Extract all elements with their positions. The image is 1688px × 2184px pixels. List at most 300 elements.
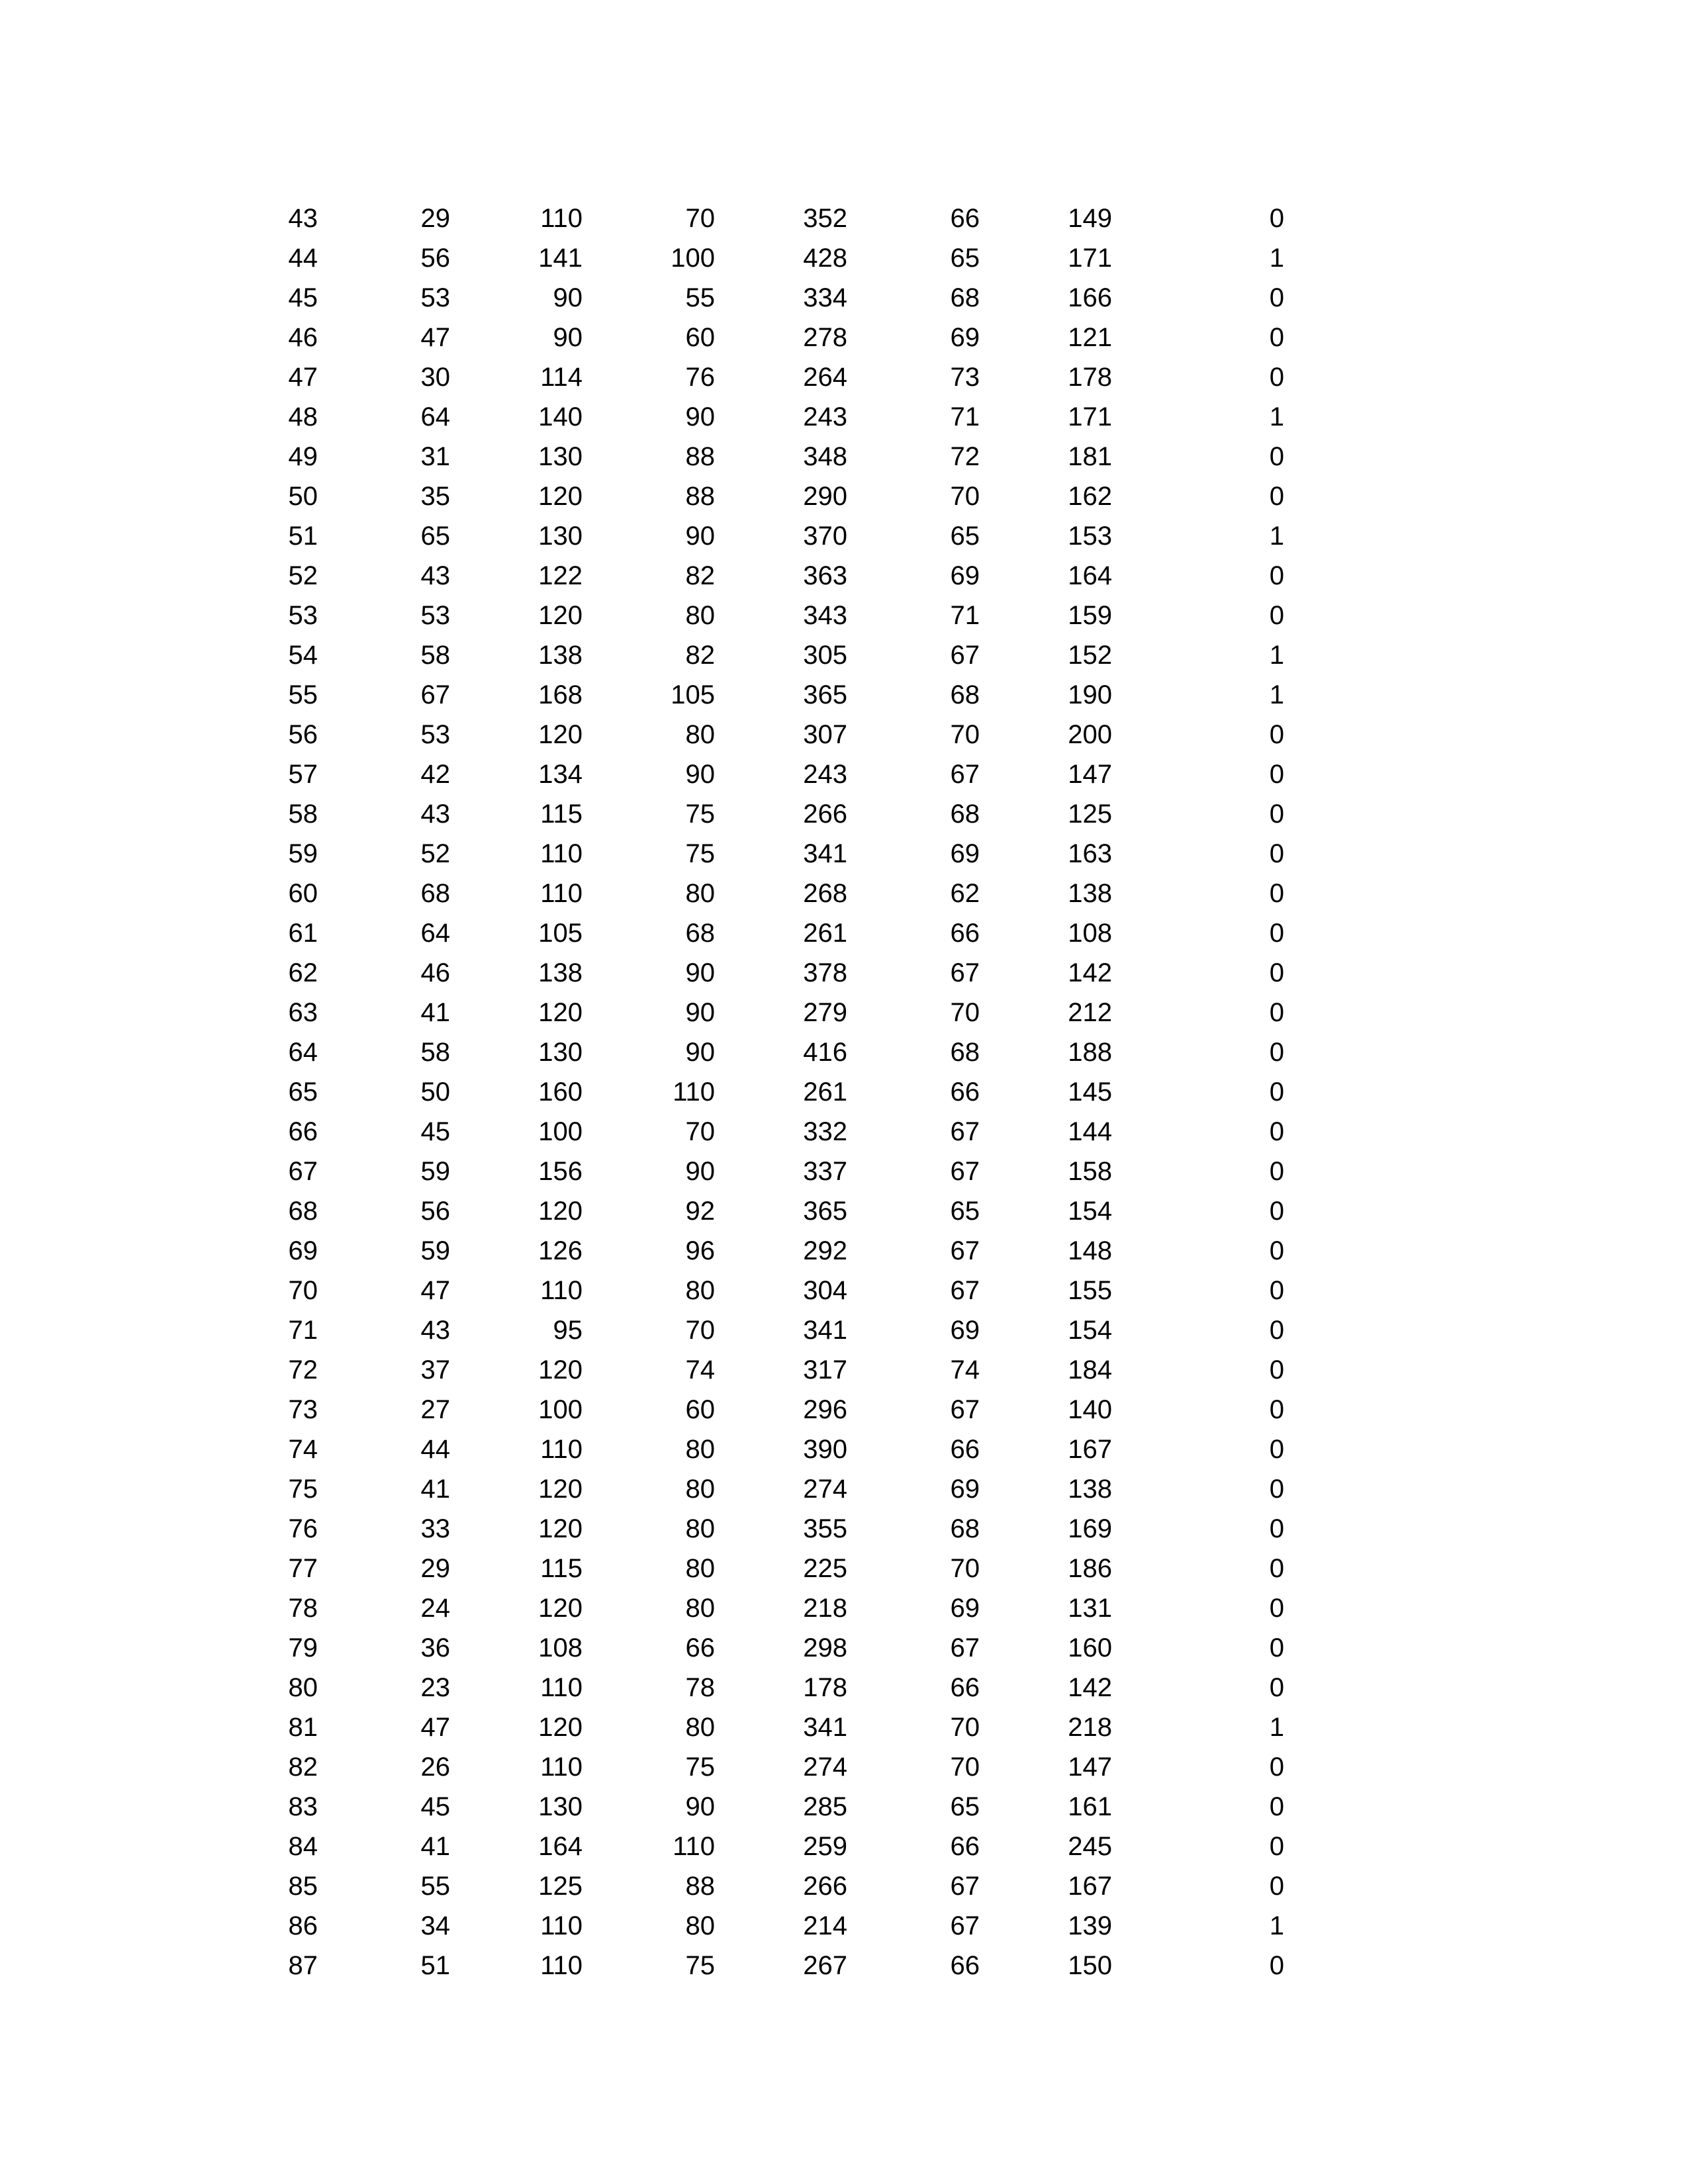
table-cell: 90 [685, 998, 715, 1027]
table-cell: 69 [950, 323, 980, 352]
table-cell: 110 [673, 1077, 715, 1107]
table-row [0, 516, 1688, 556]
table-cell: 43 [288, 204, 318, 233]
table-cell: 44 [288, 244, 318, 273]
table-cell: 125 [1068, 799, 1112, 829]
table-cell: 68 [950, 283, 980, 312]
table-cell: 261 [803, 919, 847, 948]
table-row [0, 1827, 1688, 1866]
table-cell: 55 [288, 680, 318, 709]
table-cell: 243 [803, 402, 847, 432]
table-cell: 80 [685, 1594, 715, 1623]
table-cell: 87 [288, 1951, 318, 1980]
table-row [0, 1906, 1688, 1946]
table-cell: 0 [1269, 1038, 1284, 1067]
table-cell: 29 [420, 1554, 450, 1583]
table-cell: 163 [1068, 839, 1112, 868]
table-cell: 1 [1269, 1713, 1284, 1742]
table-cell: 152 [1068, 641, 1112, 670]
table-cell: 166 [1068, 283, 1112, 312]
table-cell: 168 [538, 680, 583, 709]
table-cell: 0 [1269, 1236, 1284, 1265]
table-cell: 66 [685, 1633, 715, 1662]
table-cell: 73 [288, 1395, 318, 1424]
table-row [0, 1509, 1688, 1549]
table-cell: 59 [420, 1157, 450, 1186]
table-cell: 90 [685, 760, 715, 789]
table-cell: 390 [803, 1435, 847, 1464]
table-cell: 154 [1068, 1316, 1112, 1345]
table-cell: 71 [288, 1316, 318, 1345]
table-cell: 0 [1269, 283, 1284, 312]
table-cell: 108 [538, 1633, 583, 1662]
table-cell: 1 [1269, 641, 1284, 670]
table-cell: 51 [420, 1951, 450, 1980]
table-cell: 76 [685, 363, 715, 392]
table-cell: 110 [673, 1832, 715, 1861]
table-cell: 130 [538, 522, 583, 551]
table-cell: 147 [1068, 760, 1112, 789]
table-cell: 0 [1269, 1514, 1284, 1543]
table-cell: 80 [685, 601, 715, 630]
table-cell: 261 [803, 1077, 847, 1107]
table-cell: 0 [1269, 442, 1284, 471]
table-cell: 110 [540, 1276, 583, 1305]
table-cell: 43 [420, 561, 450, 590]
table-row [0, 1707, 1688, 1747]
table-cell: 264 [803, 363, 847, 392]
table-cell: 134 [538, 760, 583, 789]
table-cell: 46 [288, 323, 318, 352]
table-cell: 52 [288, 561, 318, 590]
table-cell: 245 [1068, 1832, 1112, 1861]
table-cell: 53 [420, 601, 450, 630]
table-cell: 52 [420, 839, 450, 868]
table-cell: 186 [1068, 1554, 1112, 1583]
table-cell: 88 [685, 442, 715, 471]
table-cell: 67 [950, 1236, 980, 1265]
table-cell: 76 [288, 1514, 318, 1543]
table-cell: 55 [420, 1872, 450, 1901]
table-cell: 75 [685, 1752, 715, 1782]
table-cell: 36 [420, 1633, 450, 1662]
table-cell: 125 [538, 1872, 583, 1901]
table-cell: 130 [538, 442, 583, 471]
table-cell: 0 [1269, 1355, 1284, 1385]
table-cell: 90 [553, 283, 583, 312]
table-cell: 51 [288, 522, 318, 551]
table-cell: 33 [420, 1514, 450, 1543]
table-cell: 138 [538, 641, 583, 670]
table-cell: 279 [803, 998, 847, 1027]
table-cell: 70 [950, 1554, 980, 1583]
table-cell: 83 [288, 1792, 318, 1821]
table-cell: 332 [803, 1117, 847, 1146]
table-cell: 44 [420, 1435, 450, 1464]
table-row [0, 635, 1688, 675]
table-cell: 156 [538, 1157, 583, 1186]
table-cell: 82 [685, 561, 715, 590]
table-cell: 0 [1269, 958, 1284, 987]
table-cell: 160 [538, 1077, 583, 1107]
table-cell: 66 [950, 1435, 980, 1464]
table-cell: 0 [1269, 1752, 1284, 1782]
table-cell: 80 [685, 879, 715, 908]
table-cell: 70 [950, 1752, 980, 1782]
table-cell: 0 [1269, 1475, 1284, 1504]
table-cell: 69 [950, 839, 980, 868]
table-cell: 78 [685, 1673, 715, 1702]
table-cell: 131 [1068, 1594, 1112, 1623]
table-cell: 41 [420, 1832, 450, 1861]
table-cell: 70 [685, 1117, 715, 1146]
table-cell: 64 [288, 1038, 318, 1067]
table-cell: 160 [1068, 1633, 1112, 1662]
table-row [0, 715, 1688, 754]
table-cell: 141 [538, 244, 583, 273]
table-cell: 167 [1068, 1435, 1112, 1464]
table-cell: 130 [538, 1038, 583, 1067]
table-cell: 53 [288, 601, 318, 630]
table-cell: 355 [803, 1514, 847, 1543]
table-cell: 67 [420, 680, 450, 709]
table-cell: 218 [803, 1594, 847, 1623]
table-row [0, 1191, 1688, 1231]
table-cell: 0 [1269, 1395, 1284, 1424]
table-cell: 23 [420, 1673, 450, 1702]
table-cell: 148 [1068, 1236, 1112, 1265]
table-cell: 292 [803, 1236, 847, 1265]
table-cell: 212 [1068, 998, 1112, 1027]
table-row [0, 834, 1688, 874]
table-cell: 416 [803, 1038, 847, 1067]
table-row [0, 238, 1688, 278]
table-cell: 290 [803, 482, 847, 511]
table-cell: 0 [1269, 1951, 1284, 1980]
table-cell: 343 [803, 601, 847, 630]
table-cell: 72 [288, 1355, 318, 1385]
table-cell: 305 [803, 641, 847, 670]
table-cell: 138 [1068, 879, 1112, 908]
table-cell: 67 [950, 1633, 980, 1662]
table-cell: 27 [420, 1395, 450, 1424]
table-cell: 61 [288, 919, 318, 948]
table-cell: 66 [950, 1077, 980, 1107]
table-cell: 0 [1269, 1197, 1284, 1226]
table-cell: 67 [950, 958, 980, 987]
table-cell: 74 [950, 1355, 980, 1385]
table-cell: 62 [288, 958, 318, 987]
table-cell: 70 [950, 1713, 980, 1742]
table-cell: 92 [685, 1197, 715, 1226]
table-cell: 147 [1068, 1752, 1112, 1782]
table-cell: 154 [1068, 1197, 1112, 1226]
table-cell: 60 [685, 1395, 715, 1424]
table-row [0, 913, 1688, 953]
table-cell: 0 [1269, 1077, 1284, 1107]
table-cell: 90 [553, 323, 583, 352]
table-cell: 341 [803, 1316, 847, 1345]
table-cell: 0 [1269, 760, 1284, 789]
table-cell: 75 [685, 1951, 715, 1980]
table-cell: 72 [950, 442, 980, 471]
table-cell: 0 [1269, 363, 1284, 392]
table-cell: 114 [540, 363, 583, 392]
table-cell: 82 [685, 641, 715, 670]
table-cell: 65 [950, 1197, 980, 1226]
table-cell: 296 [803, 1395, 847, 1424]
table-cell: 130 [538, 1792, 583, 1821]
table-cell: 60 [685, 323, 715, 352]
table-cell: 66 [950, 204, 980, 233]
table-cell: 57 [288, 760, 318, 789]
table-cell: 167 [1068, 1872, 1112, 1901]
table-cell: 70 [950, 720, 980, 749]
table-cell: 190 [1068, 680, 1112, 709]
table-cell: 67 [288, 1157, 318, 1186]
table-cell: 90 [685, 1038, 715, 1067]
table-cell: 178 [803, 1673, 847, 1702]
table-cell: 1 [1269, 244, 1284, 273]
table-cell: 110 [540, 204, 583, 233]
table-cell: 0 [1269, 919, 1284, 948]
table-cell: 126 [538, 1236, 583, 1265]
table-cell: 110 [540, 1435, 583, 1464]
table-cell: 0 [1269, 839, 1284, 868]
table-cell: 43 [420, 1316, 450, 1345]
table-cell: 68 [950, 799, 980, 829]
table-cell: 218 [1068, 1713, 1112, 1742]
table-cell: 81 [288, 1713, 318, 1742]
table-cell: 59 [288, 839, 318, 868]
table-cell: 67 [950, 760, 980, 789]
table-cell: 181 [1068, 442, 1112, 471]
table-cell: 86 [288, 1911, 318, 1940]
data-table [0, 199, 1688, 1985]
table-cell: 188 [1068, 1038, 1112, 1067]
table-cell: 0 [1269, 1673, 1284, 1702]
table-row [0, 477, 1688, 516]
table-cell: 0 [1269, 1316, 1284, 1345]
table-cell: 307 [803, 720, 847, 749]
table-cell: 65 [950, 522, 980, 551]
table-cell: 68 [950, 1038, 980, 1067]
table-cell: 29 [420, 204, 450, 233]
table-cell: 0 [1269, 1633, 1284, 1662]
table-cell: 70 [950, 482, 980, 511]
table-row [0, 397, 1688, 437]
table-cell: 150 [1068, 1951, 1112, 1980]
table-cell: 45 [288, 283, 318, 312]
table-cell: 66 [950, 1832, 980, 1861]
table-cell: 100 [671, 244, 715, 273]
table-cell: 155 [1068, 1276, 1112, 1305]
table-cell: 47 [420, 323, 450, 352]
table-cell: 108 [1068, 919, 1112, 948]
table-cell: 58 [288, 799, 318, 829]
table-cell: 120 [538, 601, 583, 630]
table-cell: 71 [950, 402, 980, 432]
table-cell: 0 [1269, 1792, 1284, 1821]
table-row [0, 754, 1688, 794]
table-cell: 49 [288, 442, 318, 471]
table-row [0, 1390, 1688, 1430]
table-cell: 59 [420, 1236, 450, 1265]
table-cell: 70 [685, 1316, 715, 1345]
table-cell: 66 [950, 919, 980, 948]
table-cell: 120 [538, 998, 583, 1027]
table-cell: 140 [538, 402, 583, 432]
table-row [0, 874, 1688, 913]
table-cell: 169 [1068, 1514, 1112, 1543]
table-cell: 304 [803, 1276, 847, 1305]
table-row [0, 1628, 1688, 1668]
table-cell: 0 [1269, 1157, 1284, 1186]
table-cell: 90 [685, 1157, 715, 1186]
table-cell: 24 [420, 1594, 450, 1623]
table-cell: 56 [288, 720, 318, 749]
table-cell: 105 [538, 919, 583, 948]
table-cell: 78 [288, 1594, 318, 1623]
table-cell: 73 [950, 363, 980, 392]
table-cell: 70 [685, 204, 715, 233]
table-cell: 0 [1269, 799, 1284, 829]
table-cell: 68 [950, 1514, 980, 1543]
table-cell: 58 [420, 641, 450, 670]
table-cell: 75 [685, 799, 715, 829]
table-row [0, 278, 1688, 318]
table-cell: 363 [803, 561, 847, 590]
table-cell: 48 [288, 402, 318, 432]
table-cell: 164 [538, 1832, 583, 1861]
table-row [0, 1588, 1688, 1628]
table-cell: 105 [671, 680, 715, 709]
table-cell: 365 [803, 1197, 847, 1226]
table-cell: 0 [1269, 998, 1284, 1027]
table-row [0, 357, 1688, 397]
table-cell: 65 [288, 1077, 318, 1107]
table-row [0, 1350, 1688, 1390]
table-cell: 90 [685, 402, 715, 432]
table-cell: 74 [685, 1355, 715, 1385]
table-cell: 80 [685, 1554, 715, 1583]
table-cell: 120 [538, 1475, 583, 1504]
table-cell: 80 [288, 1673, 318, 1702]
table-cell: 88 [685, 1872, 715, 1901]
table-cell: 0 [1269, 601, 1284, 630]
table-cell: 145 [1068, 1077, 1112, 1107]
table-cell: 55 [685, 283, 715, 312]
table-cell: 41 [420, 998, 450, 1027]
table-cell: 120 [538, 720, 583, 749]
table-cell: 164 [1068, 561, 1112, 590]
table-cell: 69 [288, 1236, 318, 1265]
table-cell: 65 [420, 522, 450, 551]
table-cell: 428 [803, 244, 847, 273]
table-cell: 85 [288, 1872, 318, 1901]
table-cell: 58 [420, 1038, 450, 1067]
table-cell: 64 [420, 402, 450, 432]
table-cell: 138 [538, 958, 583, 987]
table-cell: 69 [950, 1316, 980, 1345]
table-cell: 110 [540, 1911, 583, 1940]
table-cell: 68 [288, 1197, 318, 1226]
table-row [0, 1469, 1688, 1509]
table-row [0, 1747, 1688, 1787]
table-cell: 348 [803, 442, 847, 471]
table-cell: 60 [288, 879, 318, 908]
table-cell: 26 [420, 1752, 450, 1782]
table-cell: 267 [803, 1951, 847, 1980]
table-cell: 341 [803, 1713, 847, 1742]
table-cell: 69 [950, 1475, 980, 1504]
table-cell: 56 [420, 1197, 450, 1226]
table-cell: 65 [950, 244, 980, 273]
table-row [0, 1430, 1688, 1469]
table-row [0, 437, 1688, 477]
table-cell: 121 [1068, 323, 1112, 352]
table-cell: 71 [950, 601, 980, 630]
table-cell: 79 [288, 1633, 318, 1662]
table-cell: 225 [803, 1554, 847, 1583]
table-row [0, 1946, 1688, 1985]
table-cell: 0 [1269, 1117, 1284, 1146]
table-row [0, 556, 1688, 596]
table-cell: 1 [1269, 680, 1284, 709]
table-cell: 1 [1269, 522, 1284, 551]
table-row [0, 1072, 1688, 1112]
table-cell: 80 [685, 720, 715, 749]
table-cell: 158 [1068, 1157, 1112, 1186]
table-cell: 68 [685, 919, 715, 948]
table-cell: 274 [803, 1752, 847, 1782]
table-cell: 153 [1068, 522, 1112, 551]
table-cell: 370 [803, 522, 847, 551]
table-cell: 278 [803, 323, 847, 352]
table-row [0, 199, 1688, 238]
table-cell: 80 [685, 1435, 715, 1464]
table-cell: 0 [1269, 1435, 1284, 1464]
table-cell: 70 [288, 1276, 318, 1305]
table-cell: 365 [803, 680, 847, 709]
table-row [0, 1152, 1688, 1191]
table-cell: 53 [420, 720, 450, 749]
table-cell: 214 [803, 1911, 847, 1940]
table-cell: 0 [1269, 720, 1284, 749]
table-cell: 161 [1068, 1792, 1112, 1821]
table-cell: 80 [685, 1713, 715, 1742]
table-cell: 184 [1068, 1355, 1112, 1385]
table-cell: 67 [950, 1117, 980, 1146]
table-cell: 63 [288, 998, 318, 1027]
table-cell: 64 [420, 919, 450, 948]
table-cell: 80 [685, 1276, 715, 1305]
table-cell: 74 [288, 1435, 318, 1464]
table-row [0, 596, 1688, 635]
table-cell: 46 [420, 958, 450, 987]
table-row [0, 675, 1688, 715]
table-row [0, 1787, 1688, 1827]
table-cell: 120 [538, 1713, 583, 1742]
table-cell: 84 [288, 1832, 318, 1861]
table-cell: 50 [288, 482, 318, 511]
table-cell: 0 [1269, 561, 1284, 590]
table-cell: 178 [1068, 363, 1112, 392]
table-cell: 42 [420, 760, 450, 789]
table-row [0, 318, 1688, 357]
table-cell: 120 [538, 1355, 583, 1385]
table-row [0, 1549, 1688, 1588]
